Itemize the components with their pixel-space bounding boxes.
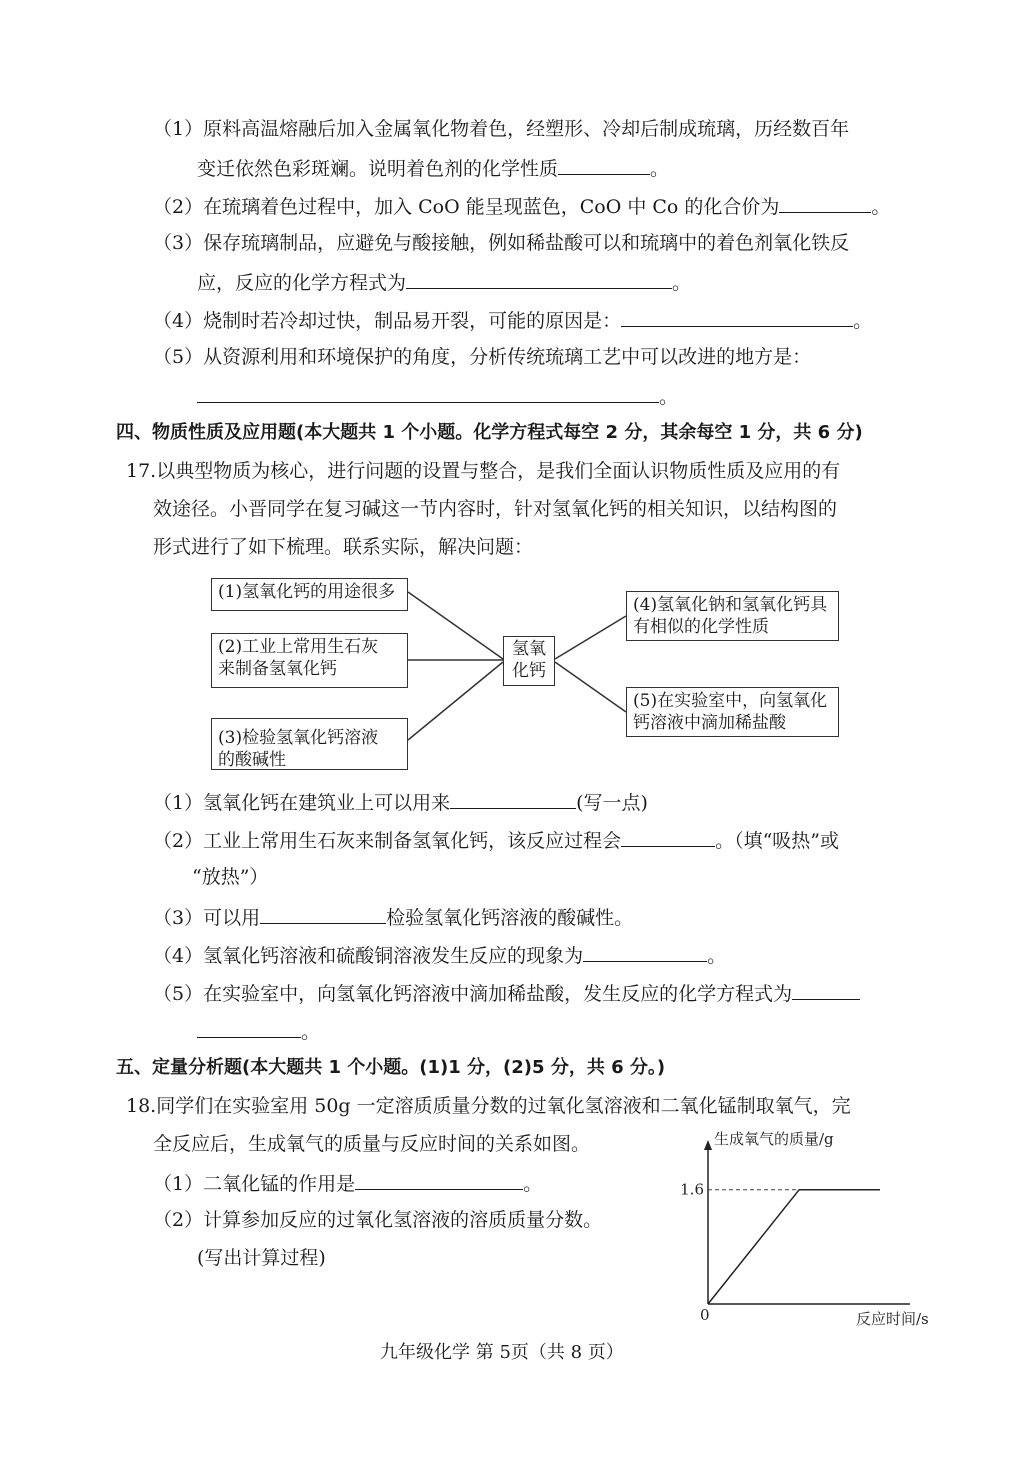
- q16-part2-text: （2）在琉璃着色过程中，加入 CoO 能呈现蓝色，CoO 中 Co 的化合价为: [153, 196, 780, 218]
- period: 。: [672, 272, 692, 294]
- q16-part3-text: 应，反应的化学方程式为: [197, 272, 407, 294]
- q17-sub2: [153, 826, 839, 854]
- connector-line: [408, 592, 503, 659]
- q17-sub3-text: （3）可以用: [153, 907, 261, 929]
- answer-blank[interactable]: [450, 788, 576, 809]
- connector-line: [555, 616, 626, 659]
- period: 。: [853, 310, 873, 332]
- x-axis-label: 反应时间/s: [856, 1310, 929, 1328]
- q17-sub1-note: (写一点): [576, 792, 648, 814]
- series-line: [708, 1190, 880, 1304]
- oxygen-mass-chart: [680, 1120, 930, 1335]
- q17-sub5-text: （5）在实验室中，向氢氧化钙溶液中滴加稀盐酸，发生反应的化学方程式为: [153, 983, 793, 1005]
- box4-line1: (4)氢氧化钠和氢氧化钙具: [633, 595, 828, 615]
- connector-line: [555, 662, 626, 712]
- box4-line2: 有相似的化学性质: [633, 617, 769, 637]
- box2-line2: 来制备氢氧化钙: [218, 659, 337, 679]
- q17-sub4-text: （4）氢氧化钙溶液和硫酸铜溶液发生反应的现象为: [153, 945, 584, 967]
- center-line2: 化钙: [512, 661, 546, 681]
- q18-sub1: [153, 1169, 542, 1197]
- answer-blank[interactable]: [260, 903, 386, 924]
- q17-sub1: [153, 788, 648, 816]
- answer-blank[interactable]: [355, 1169, 523, 1190]
- box3-line2: 的酸碱性: [218, 750, 286, 770]
- q17-sub5: [153, 979, 860, 1007]
- box3-line1: (3)检验氢氧化钙溶液: [218, 728, 379, 748]
- q17-intro-line1: 17.以典型物质为核心，进行问题的设置与整合，是我们全面认识物质性质及应用的有: [126, 460, 841, 482]
- q17-sub5-line2: [197, 1017, 320, 1045]
- box2-line1: (2)工业上常用生石灰: [218, 637, 379, 657]
- origin-label: 0: [700, 1306, 710, 1324]
- diagram-box-1: [211, 578, 408, 611]
- y-tick-label: 1.6: [680, 1180, 704, 1199]
- box5-line1: (5)在实验室中，向氢氧化: [633, 691, 828, 711]
- q18-sub1-text: （1）二氧化锰的作用是: [153, 1173, 356, 1195]
- period: 。: [659, 386, 679, 408]
- y-axis-arrow: [704, 1140, 712, 1150]
- q16-part4-text: （4）烧制时若冷却过快，制品易开裂，可能的原因是：: [153, 310, 622, 332]
- q16-part3-line1: （3）保存琉璃制品，应避免与酸接触，例如稀盐酸可以和琉璃中的着色剂氧化铁反: [153, 232, 850, 254]
- period: 。: [707, 945, 727, 967]
- period: 。: [871, 196, 891, 218]
- page-footer: 九年级化学 第 5页（共 8 页）: [380, 1342, 624, 1363]
- q16-part5: （5）从资源利用和环境保护的角度，分析传统琉璃工艺中可以改进的地方是：: [153, 346, 812, 368]
- answer-blank[interactable]: [197, 1017, 301, 1038]
- q18-intro-line2: 全反应后，生成氧气的质量与反应时间的关系如图。: [153, 1133, 591, 1155]
- q18-intro-line1: 18.同学们在实验室用 50g 一定溶质质量分数的过氧化氢溶液和二氧化锰制取氧气，完: [126, 1095, 851, 1117]
- q17-sub2-note: 。（填“吸热”或: [715, 830, 840, 852]
- center-line1: 氢氧: [512, 639, 546, 659]
- period: 。: [301, 1021, 321, 1043]
- q17-sub2-text: （2）工业上常用生石灰来制备氢氧化钙，该反应过程会: [153, 830, 622, 852]
- q18-sub2-note: (写出计算过程): [197, 1247, 326, 1269]
- connector-line: [408, 662, 503, 740]
- diagram-box-5: [626, 687, 839, 737]
- period: 。: [523, 1173, 543, 1195]
- diagram-box-3: [211, 718, 408, 770]
- q17-sub2-line2: “放热”）: [192, 866, 269, 888]
- q16-part1-text: 变迁依然色彩斑斓。说明着色剂的化学性质: [197, 158, 559, 180]
- diagram-box-2: [211, 633, 408, 688]
- y-axis-label: 生成氧气的质量/g: [714, 1130, 834, 1148]
- section5-heading: 五、定量分析题(本大题共 1 个小题。(1)1 分，(2)5 分，共 6 分。): [116, 1057, 666, 1078]
- q17-sub3: [153, 903, 633, 931]
- diagram-box-4: [626, 591, 839, 641]
- q18-sub2: （2）计算参加反应的过氧化氢溶液的溶质质量分数。: [153, 1209, 603, 1231]
- q17-intro-line2: 效途径。小晋同学在复习碱这一节内容时，针对氢氧化钙的相关知识，以结构图的: [153, 498, 838, 520]
- q17-sub1-text: （1）氢氧化钙在建筑业上可以用来: [153, 792, 451, 814]
- section4-heading: 四、物质性质及应用题(本大题共 1 个小题。化学方程式每空 2 分，其余每空 1 分，共 6 分): [116, 422, 863, 443]
- q17-intro-line3: 形式进行了如下梳理。联系实际，解决问题：: [153, 536, 534, 558]
- q17-sub4: [153, 941, 726, 969]
- period: 。: [650, 158, 670, 180]
- answer-blank[interactable]: [583, 941, 707, 962]
- q17-sub3-text-end: 检验氢氧化钙溶液的酸碱性。: [386, 907, 634, 929]
- box1-text: (1)氢氧化钙的用途很多: [218, 582, 396, 602]
- answer-blank[interactable]: [621, 826, 715, 847]
- q16-part1-line1: （1）原料高温熔融后加入金属氧化物着色，经塑形、冷却后制成琉璃，历经数百年: [153, 118, 850, 140]
- diagram-center-box: [503, 636, 555, 686]
- answer-blank[interactable]: [792, 979, 860, 1000]
- box5-line2: 钙溶液中滴加稀盐酸: [633, 713, 786, 733]
